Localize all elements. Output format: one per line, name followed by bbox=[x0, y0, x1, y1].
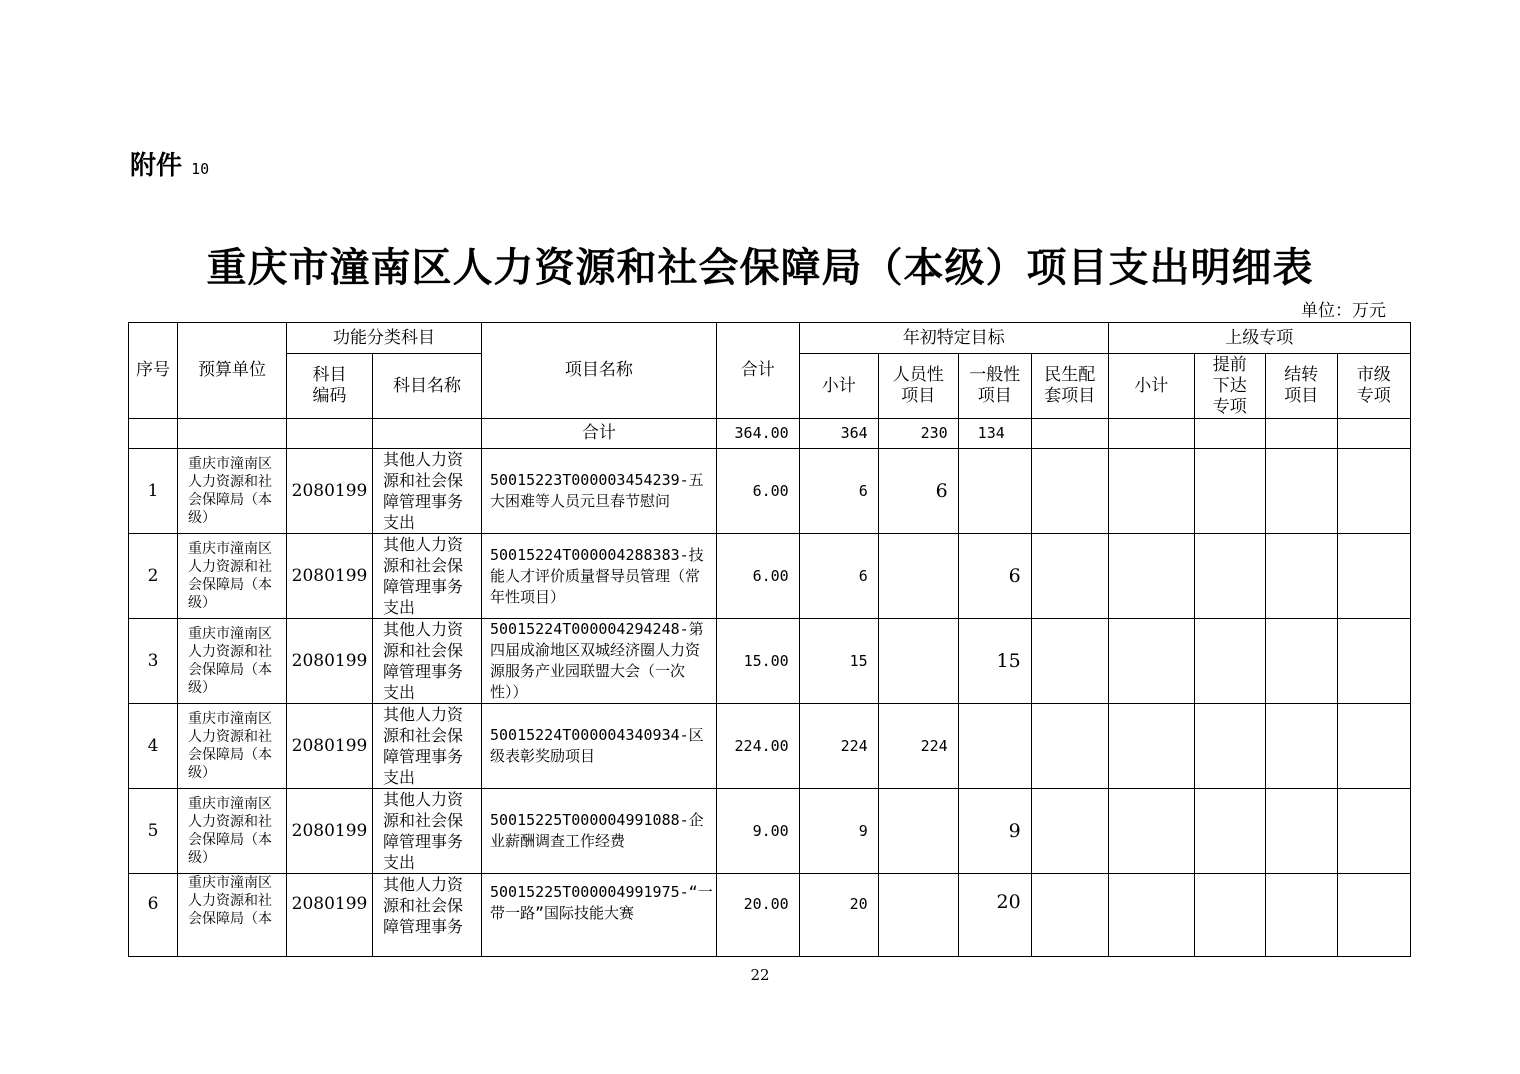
row-general: 15 bbox=[958, 619, 1031, 704]
row-subtotal: 224 bbox=[799, 704, 878, 789]
total-row bbox=[129, 419, 1411, 449]
row-project: 50015224T000004288383-技能人才评价质量督导员管理（常年性项目） bbox=[482, 534, 717, 619]
table-row bbox=[129, 619, 1411, 704]
total-subtotal: 364 bbox=[799, 419, 878, 449]
row-subtotal: 9 bbox=[799, 789, 878, 874]
row-org: 重庆市潼南区人力资源和社会保障局（本 bbox=[178, 874, 287, 957]
header-target-subtotal: 小计 bbox=[799, 354, 878, 419]
attachment-label bbox=[130, 145, 219, 182]
row-personnel bbox=[878, 874, 958, 957]
row-general: 9 bbox=[958, 789, 1031, 874]
row-general: 6 bbox=[958, 534, 1031, 619]
table-row bbox=[129, 789, 1411, 874]
row-code: 2080199 bbox=[287, 619, 373, 704]
row-total: 9.00 bbox=[716, 789, 799, 874]
row-total: 224.00 bbox=[716, 704, 799, 789]
header-project: 项目名称 bbox=[482, 323, 717, 419]
unit-label: 单位：万元 bbox=[1301, 301, 1386, 321]
row-code: 2080199 bbox=[287, 874, 373, 957]
row-total: 20.00 bbox=[716, 874, 799, 957]
header-upper-subtotal: 小计 bbox=[1108, 354, 1194, 419]
header-target-livelihood: 民生配套项目 bbox=[1031, 354, 1108, 419]
header-upper-group: 上级专项 bbox=[1108, 323, 1410, 354]
table-row bbox=[129, 704, 1411, 789]
header-code: 科目编码 bbox=[287, 354, 373, 419]
header-target-group: 年初特定目标 bbox=[799, 323, 1108, 354]
page-number: 22 bbox=[750, 966, 770, 984]
header-target-general: 一般性项目 bbox=[958, 354, 1031, 419]
row-project: 50015225T000004991088-企业薪酬调查工作经费 bbox=[482, 789, 717, 874]
row-total: 6.00 bbox=[716, 534, 799, 619]
header-subject-name: 科目名称 bbox=[373, 354, 482, 419]
row-seq: 4 bbox=[129, 704, 178, 789]
table-row bbox=[129, 874, 1411, 957]
total-total: 364.00 bbox=[716, 419, 799, 449]
row-seq: 1 bbox=[129, 449, 178, 534]
row-seq: 2 bbox=[129, 534, 178, 619]
total-label: 合计 bbox=[482, 419, 717, 449]
header-org: 预算单位 bbox=[178, 323, 287, 419]
row-subtotal: 20 bbox=[799, 874, 878, 957]
row-subject: 其他人力资源和社会保障管理事务支出 bbox=[373, 619, 482, 704]
row-personnel: 224 bbox=[878, 704, 958, 789]
row-general bbox=[958, 704, 1031, 789]
row-general: 20 bbox=[958, 874, 1031, 957]
row-subject: 其他人力资源和社会保障管理事务支出 bbox=[373, 534, 482, 619]
row-seq: 3 bbox=[129, 619, 178, 704]
row-org: 重庆市潼南区人力资源和社会保障局（本级） bbox=[178, 449, 287, 534]
row-project: 50015225T000004991975-“一带一路”国际技能大赛 bbox=[482, 874, 717, 957]
header-upper-advance: 提前下达专项 bbox=[1194, 354, 1265, 419]
row-subject: 其他人力资源和社会保障管理事务支出 bbox=[373, 704, 482, 789]
row-subtotal: 6 bbox=[799, 534, 878, 619]
row-personnel bbox=[878, 789, 958, 874]
row-total: 15.00 bbox=[716, 619, 799, 704]
header-target-personnel: 人员性项目 bbox=[878, 354, 958, 419]
row-subject: 其他人力资源和社会保障管理事务支出 bbox=[373, 789, 482, 874]
table-row bbox=[129, 449, 1411, 534]
row-personnel bbox=[878, 619, 958, 704]
header-total: 合计 bbox=[716, 323, 799, 419]
header-upper-carry: 结转项目 bbox=[1265, 354, 1337, 419]
header-func-group: 功能分类科目 bbox=[287, 323, 482, 354]
row-org: 重庆市潼南区人力资源和社会保障局（本级） bbox=[178, 789, 287, 874]
row-subtotal: 6 bbox=[799, 449, 878, 534]
header-upper-city: 市级专项 bbox=[1337, 354, 1410, 419]
row-seq: 5 bbox=[129, 789, 178, 874]
header-row-1 bbox=[129, 323, 1411, 354]
row-subject: 其他人力资源和社会保障管理事务支出 bbox=[373, 449, 482, 534]
row-project: 50015224T000004294248-第四届成渝地区双城经济圈人力资源服务产业园联盟大会（一次性）） bbox=[482, 619, 717, 704]
row-project: 50015224T000004340934-区级表彰奖励项目 bbox=[482, 704, 717, 789]
table-row bbox=[129, 534, 1411, 619]
header-seq: 序号 bbox=[129, 323, 178, 419]
row-org: 重庆市潼南区人力资源和社会保障局（本级） bbox=[178, 619, 287, 704]
page-title: 重庆市潼南区人力资源和社会保障局（本级）项目支出明细表 bbox=[206, 245, 1314, 291]
row-org: 重庆市潼南区人力资源和社会保障局（本级） bbox=[178, 704, 287, 789]
row-project: 50015223T000003454239-五大困难等人员元旦春节慰问 bbox=[482, 449, 717, 534]
row-personnel bbox=[878, 534, 958, 619]
row-code: 2080199 bbox=[287, 534, 373, 619]
attachment-number: 10 bbox=[191, 160, 210, 178]
row-code: 2080199 bbox=[287, 449, 373, 534]
total-personnel: 230 bbox=[878, 419, 958, 449]
row-subtotal: 15 bbox=[799, 619, 878, 704]
row-org: 重庆市潼南区人力资源和社会保障局（本级） bbox=[178, 534, 287, 619]
row-personnel: 6 bbox=[878, 449, 958, 534]
row-subject: 其他人力资源和社会保障管理事务 bbox=[373, 874, 482, 957]
project-expenditure-table bbox=[128, 322, 1411, 957]
row-seq: 6 bbox=[129, 874, 178, 957]
row-total: 6.00 bbox=[716, 449, 799, 534]
row-code: 2080199 bbox=[287, 704, 373, 789]
row-code: 2080199 bbox=[287, 789, 373, 874]
total-general: 134 bbox=[958, 419, 1031, 449]
attachment-text: 附件 bbox=[130, 151, 183, 181]
row-general bbox=[958, 449, 1031, 534]
